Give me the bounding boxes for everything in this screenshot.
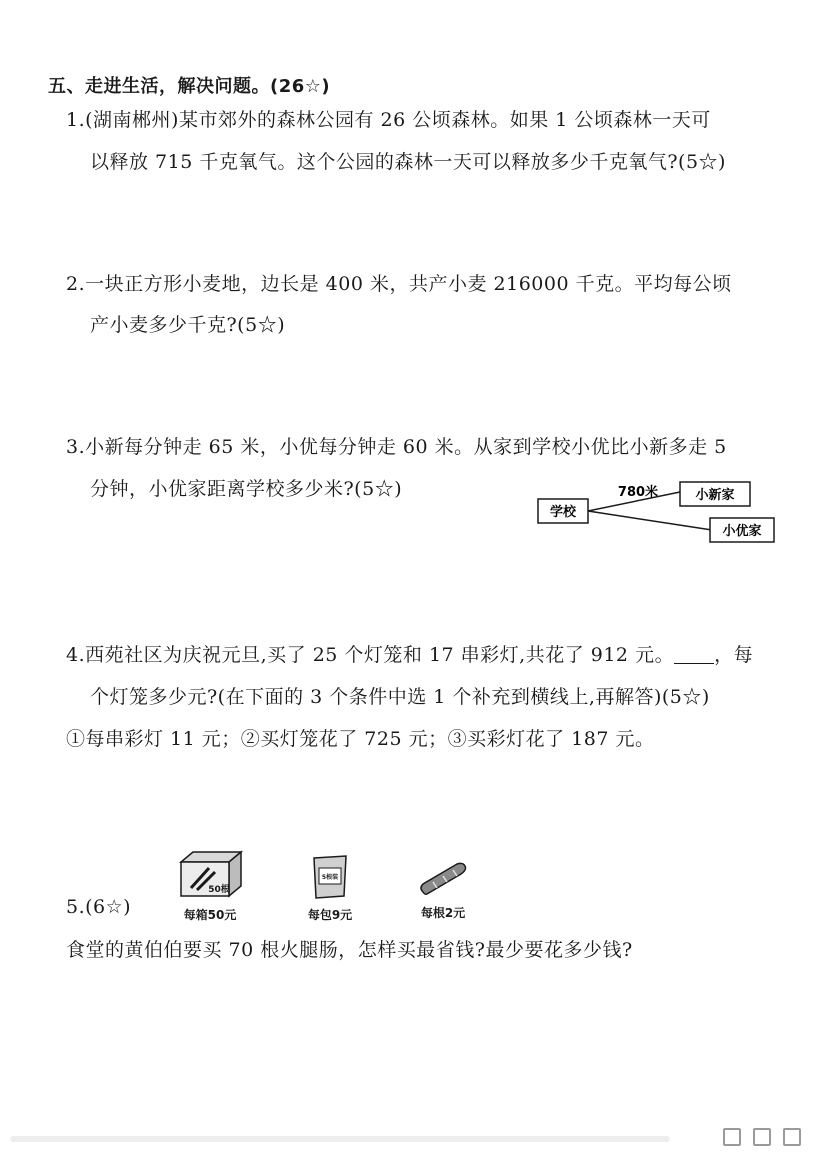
problem-2-line-2: 产小麦多少千克?(5☆) [90, 314, 286, 336]
bag-count-label: 5根装 [321, 874, 339, 881]
horizontal-scrollbar[interactable] [10, 1136, 670, 1142]
sausage-icon [413, 858, 473, 898]
section-heading: 五、走进生活，解决问题。(26☆) [48, 76, 331, 97]
problem-3-line-1: 3.小新每分钟走 65 米，小优每分钟走 60 米。从家到学校小优比小新多走 5 [66, 436, 727, 458]
problem-4-line-2: 个灯笼多少元?(在下面的 3 个条件中选 1 个补充到横线上,再解答)(5☆) [90, 686, 710, 708]
route-to-xiaoyou [588, 511, 712, 530]
problem-3-line-2: 分钟，小优家距离学校多少米?(5☆) [90, 478, 403, 500]
sausage-box-item [170, 848, 250, 923]
viewer-controls [723, 1128, 801, 1146]
problem-4-conditions: ①每串彩灯 11 元；②买灯笼花了 725 元；③买彩灯花了 187 元。 [66, 728, 655, 750]
xiaoyou-home-label: 小优家 [722, 524, 762, 539]
box-price: 每箱50元 [183, 908, 237, 922]
route-diagram [530, 478, 780, 550]
problem-1-line-2: 以释放 715 千克氧气。这个公园的森林一天可以释放多少千克氧气?(5☆) [90, 151, 726, 173]
problem-5-question: 食堂的黄伯伯要买 70 根火腿肠，怎样买最省钱?最少要花多少钱? [66, 939, 633, 961]
school-label: 学校 [549, 505, 577, 520]
distance-label: 780米 [617, 485, 659, 500]
answer-blank[interactable] [674, 645, 714, 664]
sausage-box-icon [175, 848, 245, 900]
fit-page-icon[interactable] [723, 1128, 741, 1146]
sausage-bag-icon [308, 852, 352, 900]
sausage-bag-item [295, 852, 365, 923]
problem-4-text-before-blank: 4.西苑社区为庆祝元旦,买了 25 个灯笼和 17 串彩灯,共花了 912 元。 [66, 644, 675, 666]
problem-4-line-1 [66, 643, 753, 667]
sausage-price: 每根2元 [420, 906, 466, 920]
problem-5-number: 5.(6☆) [66, 896, 132, 918]
bag-price: 每包9元 [307, 908, 353, 922]
expand-icon[interactable] [783, 1128, 801, 1146]
problem-1-line-1: 1.(湖南郴州)某市郊外的森林公园有 26 公顷森林。如果 1 公顷森林一天可 [66, 109, 711, 131]
box-count-label: 50根 [208, 885, 230, 895]
problem-2-line-1: 2.一块正方形小麦地，边长是 400 米，共产小麦 216000 千克。平均每公顷 [66, 273, 732, 295]
fullscreen-icon[interactable] [753, 1128, 771, 1146]
single-sausage-item [405, 858, 481, 921]
problem-4-text-after-blank: ，每 [714, 644, 754, 666]
xiaoxin-home-label: 小新家 [695, 488, 735, 503]
